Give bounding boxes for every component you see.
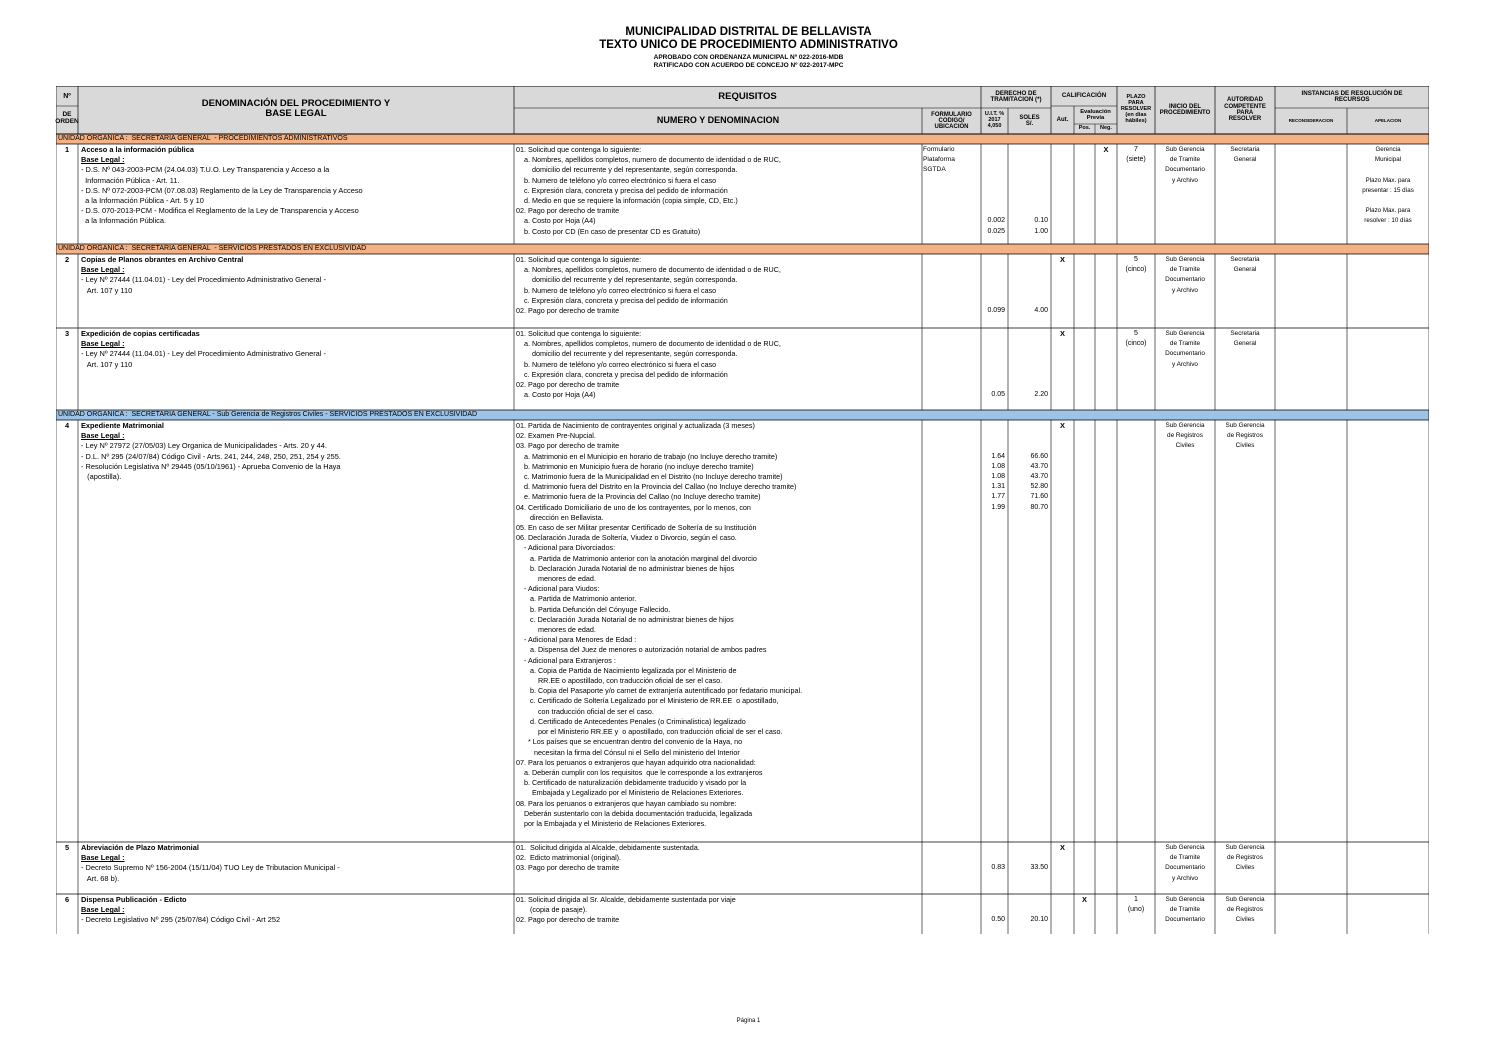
inicio-procedimiento: Sub Gerencia de Tramite Documentario y Archivo — [1165, 844, 1205, 882]
header-no: Nº — [63, 93, 71, 101]
inicio-procedimiento: Sub Gerencia de Tramite Documentario y Archivo — [1165, 330, 1205, 368]
row-number: 6 — [64, 895, 70, 904]
page-number: Página 1 — [736, 1018, 761, 1024]
ratification-line: RATIFICADO CON ACUERDO DE CONCEJO Nº 022-2017-MPC — [653, 62, 844, 69]
row-number: 3 — [64, 329, 70, 338]
uit-values: 1.64 1.08 1.08 1.31 1.77 1.99 — [991, 452, 1005, 511]
base-legal-text: - Ley Nº 27972 (27/05/03) Ley Organica de Municipalidades - Arts. 20 y 44. - D.L. Nº 295 (24/07/84) Código Civil - Arts. 241, 244, 248, 250, 251, 254 y 255. - Resolución Legislativa Nº 29445 (05/10/1961) - Aprueba Convenio de la Haya (apostilla). — [81, 441, 341, 481]
autoridad-competente: Sub Gerencia de Registros Civiles — [1225, 844, 1265, 872]
procedure-title: Dispensa Publicación - Edicto — [81, 895, 187, 904]
unit-organica-label: UNIDAD ORGANICA : SECRETARIA GENERAL - SERVICIOS PRESTADOS EN EXCLUSIVIDAD — [58, 245, 367, 252]
soles-values: 66.60 43.70 43.70 52.80 71.60 80.70 — [1030, 452, 1048, 511]
header-derecho: DERECHO DE TRAMITACION (*) — [990, 89, 1042, 103]
inicio-procedimiento: Sub Gerencia de Tramite Documentario y Archivo — [1165, 256, 1205, 294]
soles-values: 33.50 — [1030, 864, 1048, 872]
uit-values: 0.099 — [987, 307, 1005, 315]
header-evaluacion: Evaluación Previa — [1080, 108, 1111, 121]
procedure-title: Expedición de copias certificadas — [81, 329, 200, 338]
header-aut: Aut. — [1056, 116, 1069, 123]
base-legal-text: - Decreto Legislativo Nº 295 (25/07/84) Código Civil - Art 252 — [81, 915, 281, 925]
uit-values: 0.83 — [991, 864, 1005, 872]
calificacion-aut: X — [1060, 843, 1065, 852]
tupa-table — [56, 86, 1429, 934]
header-pos: Pos. — [1078, 125, 1091, 132]
procedure-title: Acceso a la información pública — [81, 145, 194, 154]
header-calificacion: CALIFICACIÓN — [1061, 91, 1107, 99]
header-uit: U.I.T. % 2017 4,050 — [984, 111, 1005, 129]
autoridad-competente: Secretaria General — [1230, 146, 1260, 164]
approval-line: APROBADO CON ORDENANZA MUNICIPAL Nº 022-2016-MDB — [653, 54, 844, 61]
requirements-text: 01. Solicitud dirigida al Sr. Alcalde, debidamente sustentada por viaje (copia de pasaje). 02. Pago por derecho de tramite — [516, 895, 736, 925]
row-number: 4 — [64, 421, 70, 430]
autoridad-competente: Secretaria General — [1230, 256, 1260, 274]
base-legal-text: - Decreto Supremo Nº 156-2004 (15/11/04) TUO Ley de Tributacion Municipal - Art. 68 b). — [81, 863, 340, 883]
unit-organica-label: UNIDAD ORGANICA : SECRETARIA GENERAL - PROCEDIMIENTOS ADMINISTRATIVOS — [58, 135, 348, 142]
requirements-text: 01. Solicitud dirigida al Alcalde, debidamente sustentada. 02. Edicto matrimonial (original). 03. Pago por derecho de tramite — [516, 843, 700, 873]
header-neg: Neg. — [1100, 125, 1112, 132]
base-legal-text: - Ley Nº 27444 (11.04.01) - Ley del Procedimiento Administrativo General - Art. 107 y 110 — [81, 349, 326, 369]
header-soles: SOLES S/. — [1019, 114, 1040, 127]
requirements-text: 01. Solicitud que contenga lo siguiente: a. Nombres, apellidos completos, numero de documento de identidad o de RUC, domicilio del recurrente y del representante, según corresponda. b. Numero de teléfono y/o correo electrónico si fuera el caso c. Expresión clara, concreta y precisa del pedido de información 02. Pago por derecho de tramite — [516, 255, 781, 316]
soles-values: 4.00 — [1034, 307, 1048, 315]
soles-values: 0.10 1.00 — [1034, 217, 1048, 235]
inicio-procedimiento: Sub Gerencia de Tramite Documentario — [1165, 896, 1205, 924]
base-legal-label: Base Legal : — [81, 155, 125, 165]
header-denominacion: DENOMINACIÓN DEL PROCEDIMIENTO Y BASE LEGAL — [201, 98, 391, 119]
inicio-procedimiento: Sub Gerencia de Registros Civiles — [1165, 422, 1205, 450]
plazo-text: 5 (cinco) — [1125, 330, 1147, 348]
procedure-title: Copias de Planos obrantes en Archivo Central — [81, 255, 244, 264]
plazo-text: 1 (uno) — [1127, 896, 1145, 914]
header-reconsideracion: RECONSIDERACION — [1288, 117, 1334, 123]
header-instancias: INSTANCIAS DE RESOLUCIÓN DE RECURSOS — [1301, 89, 1403, 103]
uit-values: 0.002 0.025 — [987, 217, 1005, 235]
uit-values: 0.50 — [991, 916, 1005, 924]
header-requisitos: REQUISITOS — [718, 91, 777, 103]
soles-values: 2.20 — [1034, 391, 1048, 399]
autoridad-competente: Sub Gerencia de Registros Civiles — [1225, 422, 1265, 450]
requirements-text: 01. Solicitud que contenga lo siguiente: a. Nombres, apellidos completos, numero de documento de identidad o de RUC, domicilio del recurrente y del representante, según corresponda. b. Numero de teléfono y/o correo electrónico si fuera el caso c. Expresión clara, concreta y precisa del pedido de información d. Medio en que se requiere la información (copia simple, CD, Etc.) 02. Pago por derecho de tramite a. Costo por Hoja (A4) b. Costo por CD (En caso de presentar CD es Gratuito) — [516, 145, 781, 236]
requirements-text: 01. Solicitud que contenga lo siguiente: a. Nombres, apellidos completos, numero de documento de identidad o de RUC, domicilio del recurrente y del representante, según corresponda. b. Numero de teléfono y/o correo electrónico si fuera el caso c. Expresión clara, concreta y precisa del pedido de información 02. Pago por derecho de tramite a. Costo por Hoja (A4) — [516, 329, 781, 400]
document-title: TEXTO UNICO DE PROCEDIMIENTO ADMINISTRATIVO — [599, 39, 898, 51]
procedure-title: Abreviación de Plazo Matrimonial — [81, 843, 199, 852]
soles-values: 20.10 — [1030, 916, 1048, 924]
autoridad-competente: Sub Gerencia de Registros Civiles — [1225, 896, 1265, 924]
base-legal-label: Base Legal : — [81, 853, 125, 863]
autoridad-competente: Secretaria General — [1230, 330, 1260, 348]
row-number: 2 — [64, 255, 70, 264]
header-autoridad: AUTORIDAD COMPETENTE PARA RESOLVER — [1224, 97, 1266, 123]
requirements-text: 01. Partida de Nacimiento de contrayentes original y actualizada (3 meses) 02. Examen Pre-Nupcial. 03. Pago por derecho de tramite a. Matrimonio en el Municipio en horario de trabajo (no Incluye derecho tramite) b. Matrimonio en Municipio fuera de horario (no incluye derecho tramite) c. Matrimonio fuera de la Municipalidad en el Distrito (no Incluye derecho tramite) d. Matrimonio fuera del Distrito en la Provincia del Callao (no Incluye derecho tramite) e. Matrimonio fuera de la Provincia del Callao (no Incluye derecho tramite) 04. Certificado Domiciliario de uno de los contrayentes, por lo menos, con dirección en Bellavista. 05. En caso de ser Militar presentar Certificado de Soltería de su Institución 06. Declaración Jurada de Soltería, Viudez o Divorcio, según el caso. - Adicional para Divorciados: a. Partida de Matrimonio anterior con la anotación marginal del divorcio b. Declaración Jurada Notarial de no administrar bienes de hijos menores de edad. - Adicional para Viudos: a. Partida de Matrimonio anterior. b. Partida Defunción del Cónyuge Fallecido. c. Declaración Jurada Notarial de no administrar bienes de hijos menores de edad. - Adicional para Menores de Edad : a. Dispensa del Juez de menores o autorización notarial de ambos padres - Adicional para Extranjeros : a. Copia de Partida de Nacimiento legalizada por el Ministerio de RR.EE o apostillado, con traducción oficial de ser el caso. b. Copia del Pasaporte y/o carnet de extranjería autentificado por fedatario municipal. c. Certificado de Soltería Legalizado por el Ministerio de RR.EE o apostillado, con traducción oficial de ser el caso. d. Certificado de Antecedentes Penales (o Criminalistica) legalizado por el Ministerio RR.EE y o apostillado, con traducción oficial de ser el caso. * Los países que se encuentran dentro del convenio de la Haya, no necesitan la firma del Cónsul ni el Sello del ministerio del Interior 07. Para los peruanos o extranjeros que hayan adquirido otra nacionalidad: a. Deberán cumplir con los requisitos que le corresponde a los extranjeros b. Certificado de naturalización debidamente traducido y visado por la Embajada y Legalizado por el Ministerio de Relaciones Exteriores. 08. Para los peruanos o extranjeros que hayan cambiado su nombre: Deberán sustentarlo con la debida documentación traducida, legalizada por la Embajada y el Ministerio de Relaciones Exteriores. — [516, 421, 803, 828]
header-plazo: PLAZO PARA RESOLVER (en dias hábiles) — [1120, 94, 1152, 124]
plazo-text: 5 (cinco) — [1125, 256, 1147, 274]
row-number: 5 — [64, 843, 70, 852]
base-legal-label: Base Legal : — [81, 905, 125, 915]
procedure-title: Expediente Matrimonial — [81, 421, 164, 430]
header-formulario: FORMULARIO CODIGO/ UBICACIÓN — [931, 111, 972, 131]
header-apelacion: APELACION — [1374, 117, 1402, 123]
unit-organica-label: UNIDAD ORGANICA : SECRETARIA GENERAL - Sub Gerencia de Registros Civiles - SERVICIOS PRESTADOS EN EXCLUSIVIDAD — [58, 411, 478, 418]
plazo-text: 7 (siete) — [1126, 146, 1146, 164]
base-legal-text: - Ley Nº 27444 (11.04.01) - Ley del Procedimiento Administrativo General - Art. 107 y 110 — [81, 275, 326, 295]
inicio-procedimiento: Sub Gerencia de Tramite Documentario y Archivo — [1165, 146, 1205, 184]
row-number: 1 — [64, 145, 70, 154]
calificacion-aut: X — [1060, 421, 1065, 430]
uit-values: 0.05 — [991, 391, 1005, 399]
base-legal-label: Base Legal : — [81, 339, 125, 349]
calificacion-neg: X — [1103, 145, 1109, 154]
header-inicio: INICIO DEL PROCEDIMIENTO — [1159, 103, 1211, 116]
header-numero-denominacion: NUMERO Y DENOMINACION — [656, 115, 780, 126]
calificacion-aut: X — [1060, 329, 1065, 338]
calificacion-aut: X — [1060, 255, 1065, 264]
base-legal-label: Base Legal : — [81, 431, 125, 441]
base-legal-label: Base Legal : — [81, 265, 125, 275]
formulario-text: Formulario Plataforma SGTDA — [923, 146, 955, 174]
header-de-orden: DE ORDEN — [55, 111, 79, 125]
municipality-title: MUNICIPALIDAD DISTRITAL DE BELLAVISTA — [625, 26, 872, 38]
calificacion-pos: X — [1082, 895, 1087, 904]
apelacion-text: Gerencia Municipal Plazo Max. para presentar : 15 días Plazo Max. para resolver : 10 días — [1362, 146, 1414, 225]
base-legal-text: - D.S. Nº 043-2003-PCM (24.04.03) T.U.O. Ley Transparencia y Acceso a la Información Pública - Art. 11. - D.S. Nº 072-2003-PCM (07.08.03) Reglamento de la Ley de Transparencia y Acceso a la Información Pública - Art. 5 y 10 - D.S. 070-2013-PCM - Modifica el Reglamento de la Ley de Transparencia y Acceso a la Información Pública. — [81, 165, 363, 226]
